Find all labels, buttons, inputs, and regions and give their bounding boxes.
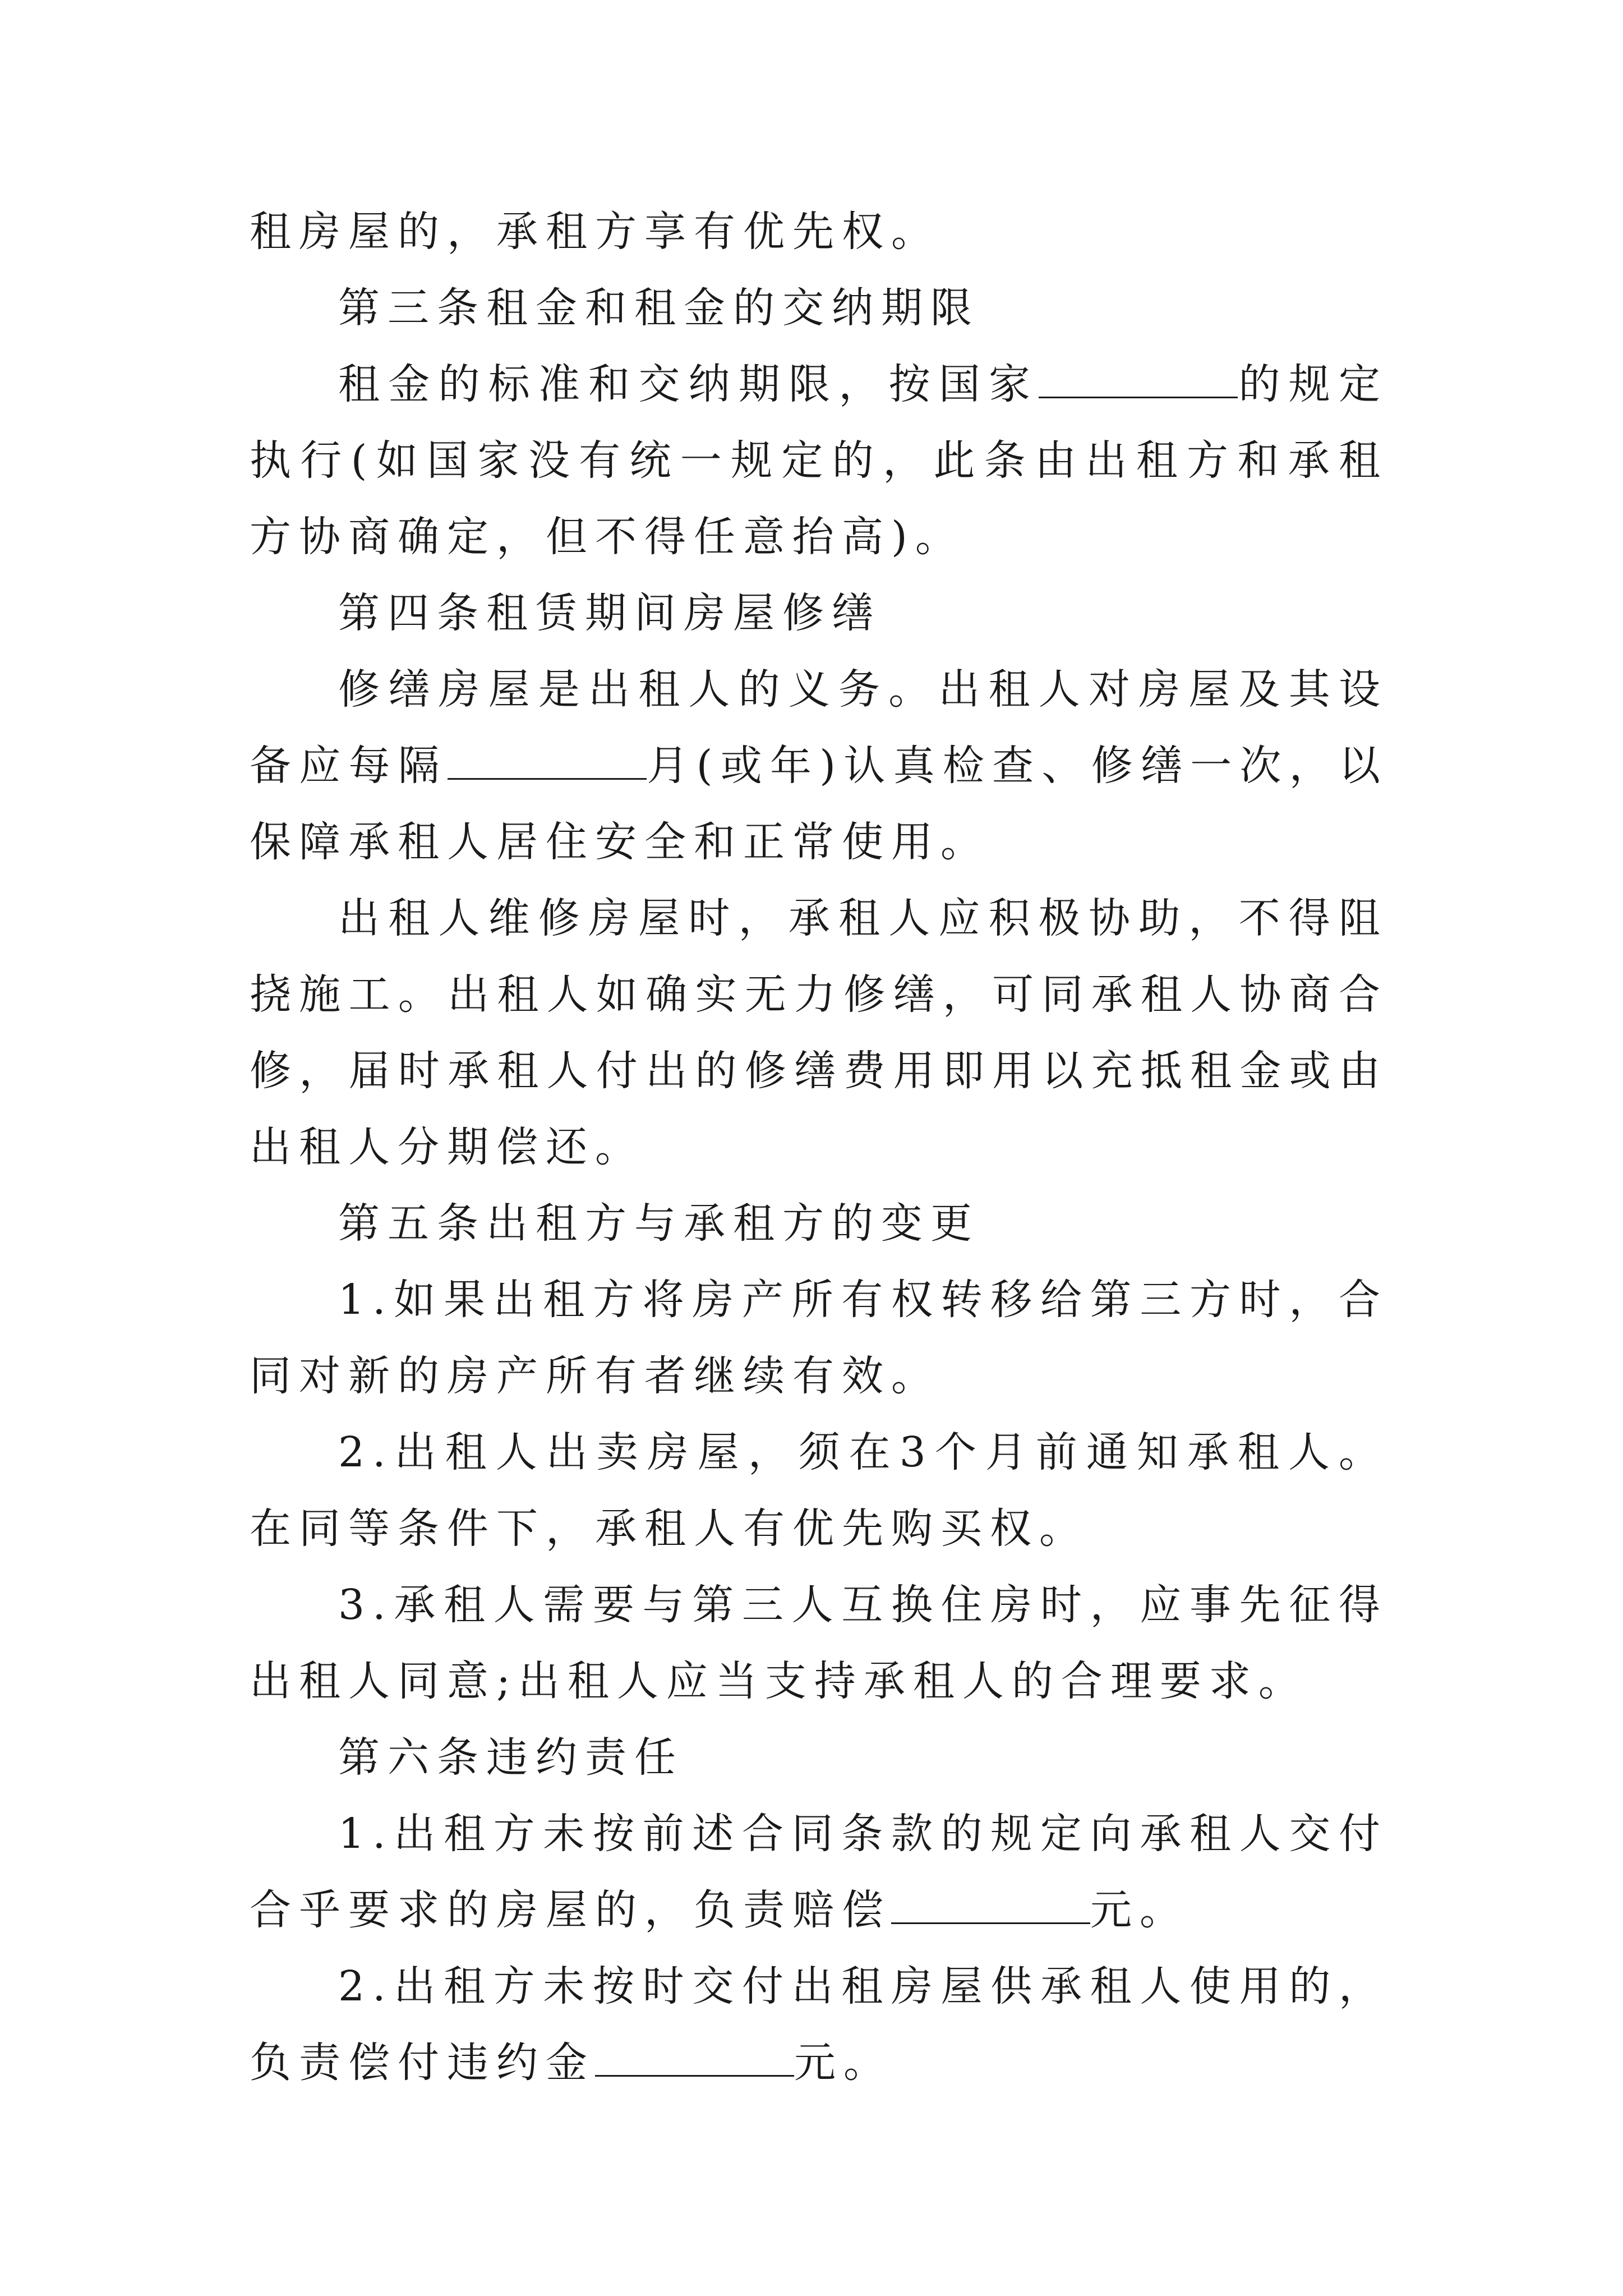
- article-4-heading: 第四条租赁期间房屋修缮: [338, 589, 881, 637]
- fill-in-blank: [1039, 357, 1238, 398]
- article-5-item-2: 2.出租人出卖房屋，须在3个月前通知承租人。在同等条件下，承租人有优先购买权。: [250, 1428, 1388, 1553]
- article-6-heading: 第六条违约责任: [338, 1733, 684, 1782]
- fill-in-blank: [891, 1883, 1090, 1924]
- paragraph-continued: 租房屋的，承租方享有优先权。: [250, 208, 940, 256]
- document-body: [250, 194, 1388, 2101]
- article-6-item-2: 2.出租方未按时交付出租房屋供承租人使用的，负责偿付违约金 元。: [250, 1962, 1388, 2087]
- article-4-paragraph-1: 修缮房屋是出租人的义务。出租人对房屋及其设备应每隔 月(或年)认真检查、修缮一次，以保障承租人居住安全和正常使用。: [250, 665, 1389, 866]
- article-3-paragraph: 租金的标准和交纳期限，按国家 的规定执行(如国家没有统一规定的，此条由出租方和承租方协商确定，但不得任意抬高)。: [250, 346, 1388, 575]
- article-3-heading: 第三条租金和租金的交纳期限: [338, 284, 980, 332]
- article-6-item-1: 1.出租方未按前述合同条款的规定向承租人交付合乎要求的房屋的，负责赔偿 元。: [250, 1810, 1388, 1934]
- fill-in-blank: [595, 2036, 794, 2077]
- fill-in-blank: [448, 739, 647, 780]
- article-5-heading: 第五条出租方与承租方的变更: [338, 1199, 980, 1248]
- article-4-paragraph-2: 出租人维修房屋时，承租人应积极协助，不得阻挠施工。出租人如确实无力修缮，可同承租人协商合修，届时承租人付出的修缮费用即用以充抵租金或由出租人分期偿还。: [250, 894, 1388, 1171]
- article-5-item-3: 3.承租人需要与第三人互换住房时，应事先征得出租人同意;出租人应当支持承租人的合理要求。: [250, 1581, 1388, 1705]
- article-5-item-1: 1.如果出租方将房产所有权转移给第三方时，合同对新的房产所有者继续有效。: [250, 1276, 1388, 1400]
